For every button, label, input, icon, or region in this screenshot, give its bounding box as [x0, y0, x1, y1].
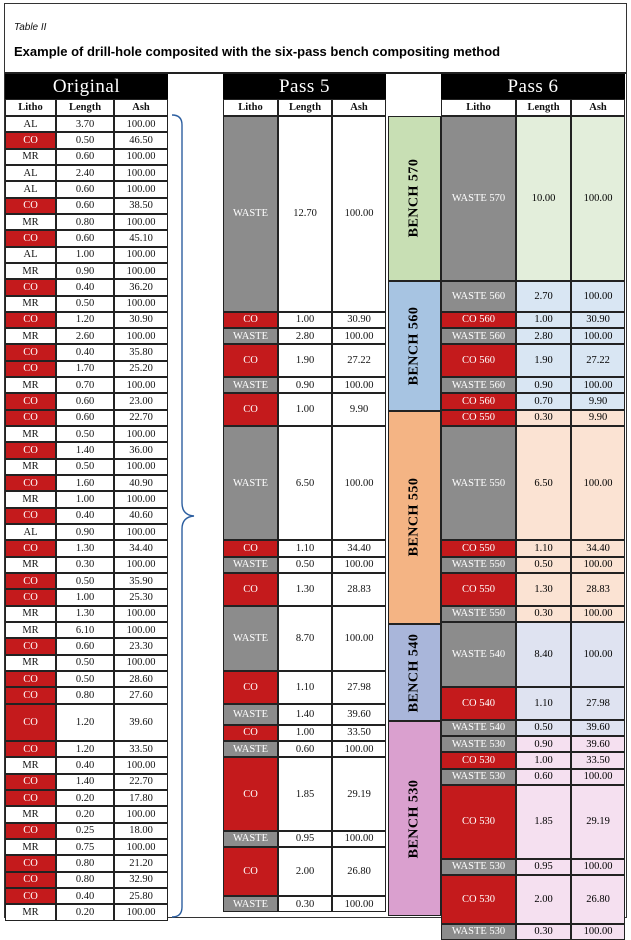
original-ash-cell: 100.00 [114, 181, 168, 197]
pass5-length-cell: 1.00 [278, 725, 332, 741]
pass6-litho-cell: CO 530 [441, 752, 516, 768]
pass5-ash-cell: 100.00 [332, 426, 386, 540]
pass5-ash-cell: 100.00 [332, 328, 386, 344]
original-length-cell: 2.60 [56, 328, 114, 344]
pass5-col-litho: Litho [223, 99, 278, 116]
bench-label: BENCH 550 [406, 478, 422, 557]
original-ash-cell: 32.90 [114, 872, 168, 888]
pass5-length-cell: 6.50 [278, 426, 332, 540]
original-litho-cell: CO [5, 312, 56, 328]
original-ash-cell: 100.00 [114, 622, 168, 638]
original-litho-cell: CO [5, 855, 56, 871]
original-litho-cell: CO [5, 475, 56, 491]
pass5-ash-cell: 100.00 [332, 896, 386, 912]
original-length-cell: 0.90 [56, 524, 114, 540]
pass6-col-length: Length [516, 99, 571, 116]
pass5-ash-cell: 27.98 [332, 671, 386, 704]
pass6-litho-cell: WASTE 540 [441, 720, 516, 736]
bench-label: BENCH 570 [406, 159, 422, 238]
original-length-cell: 1.40 [56, 774, 114, 790]
original-litho-cell: MR [5, 263, 56, 279]
original-litho-cell: CO [5, 687, 56, 703]
original-ash-cell: 33.50 [114, 741, 168, 757]
original-length-cell: 0.60 [56, 198, 114, 214]
pass6-length-cell: 1.30 [516, 573, 571, 606]
pass6-ash-cell: 100.00 [571, 622, 625, 687]
original-length-cell: 1.20 [56, 741, 114, 757]
original-litho-cell: CO [5, 198, 56, 214]
pass5-length-cell: 2.80 [278, 328, 332, 344]
pass5-col-ash: Ash [332, 99, 386, 116]
original-litho-cell: CO [5, 361, 56, 377]
original-ash-cell: 25.30 [114, 589, 168, 605]
original-length-cell: 0.40 [56, 757, 114, 773]
original-ash-cell: 100.00 [114, 377, 168, 393]
original-litho-cell: CO [5, 589, 56, 605]
pass6-ash-cell: 27.98 [571, 687, 625, 720]
pass5-litho-cell: WASTE [223, 116, 278, 312]
pass6-litho-cell: CO 540 [441, 687, 516, 720]
pass6-litho-cell: CO 530 [441, 875, 516, 924]
bench-label: BENCH 540 [406, 633, 422, 712]
original-col-length: Length [56, 99, 114, 116]
pass5-ash-cell: 27.22 [332, 344, 386, 377]
bench-band [388, 411, 441, 623]
original-length-cell: 0.60 [56, 149, 114, 165]
pass6-litho-cell: WASTE 560 [441, 377, 516, 393]
original-ash-cell: 17.80 [114, 790, 168, 806]
pass5-length-cell: 12.70 [278, 116, 332, 312]
pass5-length-cell: 0.95 [278, 831, 332, 847]
original-litho-cell: MR [5, 328, 56, 344]
pass6-length-cell: 0.50 [516, 720, 571, 736]
pass5-litho-cell: CO [223, 671, 278, 704]
original-length-cell: 1.20 [56, 312, 114, 328]
pass6-litho-cell: CO 560 [441, 344, 516, 377]
pass6-length-cell: 1.00 [516, 312, 571, 328]
pass5-col-length: Length [278, 99, 332, 116]
pass6-length-cell: 0.30 [516, 924, 571, 940]
original-ash-cell: 36.20 [114, 279, 168, 295]
original-litho-cell: AL [5, 524, 56, 540]
original-ash-cell: 100.00 [114, 557, 168, 573]
pass6-litho-cell: CO 550 [441, 573, 516, 606]
pass6-ash-cell: 100.00 [571, 116, 625, 281]
original-length-cell: 0.40 [56, 508, 114, 524]
original-length-cell: 0.40 [56, 344, 114, 360]
original-litho-cell: CO [5, 508, 56, 524]
original-litho-cell: AL [5, 247, 56, 263]
pass6-ash-cell: 9.90 [571, 410, 625, 426]
original-ash-cell: 28.60 [114, 671, 168, 687]
pass5-ash-cell: 100.00 [332, 741, 386, 757]
pass5-ash-cell: 30.90 [332, 312, 386, 328]
pass6-ash-cell: 100.00 [571, 328, 625, 344]
pass6-col-litho: Litho [441, 99, 516, 116]
original-litho-cell: CO [5, 741, 56, 757]
original-litho-cell: MR [5, 904, 56, 920]
pass5-litho-cell: WASTE [223, 704, 278, 725]
original-litho-cell: AL [5, 181, 56, 197]
pass6-length-cell: 2.80 [516, 328, 571, 344]
original-ash-cell: 100.00 [114, 806, 168, 822]
pass6-length-cell: 1.10 [516, 687, 571, 720]
pass6-litho-cell: CO 530 [441, 785, 516, 858]
pass5-litho-cell: WASTE [223, 831, 278, 847]
pass5-length-cell: 1.10 [278, 540, 332, 556]
pass6-length-cell: 1.90 [516, 344, 571, 377]
pass5-length-cell: 0.50 [278, 557, 332, 573]
original-header: Original [5, 74, 168, 99]
pass5-ash-cell: 100.00 [332, 831, 386, 847]
original-length-cell: 6.10 [56, 622, 114, 638]
original-ash-cell: 100.00 [114, 263, 168, 279]
pass6-litho-cell: WASTE 530 [441, 769, 516, 785]
original-litho-cell: MR [5, 606, 56, 622]
original-ash-cell: 27.60 [114, 687, 168, 703]
original-litho-cell: CO [5, 540, 56, 556]
original-length-cell: 0.70 [56, 377, 114, 393]
original-litho-cell: MR [5, 839, 56, 855]
pass6-ash-cell: 39.60 [571, 736, 625, 752]
pass6-litho-cell: WASTE 550 [441, 557, 516, 573]
bench-band [388, 116, 441, 281]
pass6-ash-cell: 28.83 [571, 573, 625, 606]
original-ash-cell: 100.00 [114, 328, 168, 344]
pass5-length-cell: 1.10 [278, 671, 332, 704]
original-litho-cell: CO [5, 671, 56, 687]
pass5-litho-cell: WASTE [223, 426, 278, 540]
pass6-length-cell: 0.70 [516, 393, 571, 409]
pass6-ash-cell: 39.60 [571, 720, 625, 736]
pass6-litho-cell: WASTE 560 [441, 281, 516, 312]
pass6-ash-cell: 100.00 [571, 606, 625, 622]
pass6-litho-cell: WASTE 530 [441, 736, 516, 752]
original-length-cell: 0.60 [56, 638, 114, 654]
original-litho-cell: AL [5, 165, 56, 181]
pass6-ash-cell: 34.40 [571, 540, 625, 556]
original-litho-cell: AL [5, 116, 56, 132]
original-ash-cell: 23.00 [114, 393, 168, 409]
pass5-ash-cell: 28.83 [332, 573, 386, 606]
pass5-ash-cell: 39.60 [332, 704, 386, 725]
bench-band [388, 281, 441, 412]
original-ash-cell: 36.00 [114, 442, 168, 458]
pass6-litho-cell: WASTE 530 [441, 924, 516, 940]
original-litho-cell: CO [5, 823, 56, 839]
original-ash-cell: 100.00 [114, 426, 168, 442]
original-litho-cell: MR [5, 214, 56, 230]
bench-label: BENCH 530 [406, 779, 422, 858]
original-length-cell: 0.25 [56, 823, 114, 839]
original-length-cell: 1.40 [56, 442, 114, 458]
original-litho-cell: MR [5, 426, 56, 442]
pass6-litho-cell: WASTE 570 [441, 116, 516, 281]
pass6-litho-cell: WASTE 550 [441, 606, 516, 622]
original-ash-cell: 100.00 [114, 491, 168, 507]
pass5-litho-cell: WASTE [223, 557, 278, 573]
pass5-litho-cell: CO [223, 540, 278, 556]
original-ash-cell: 23.30 [114, 638, 168, 654]
original-length-cell: 0.50 [56, 459, 114, 475]
pass6-ash-cell: 27.22 [571, 344, 625, 377]
pass6-length-cell: 0.60 [516, 769, 571, 785]
pass6-length-cell: 1.10 [516, 540, 571, 556]
original-length-cell: 0.80 [56, 855, 114, 871]
pass6-litho-cell: WASTE 530 [441, 859, 516, 875]
pass5-length-cell: 1.30 [278, 573, 332, 606]
original-length-cell: 0.75 [56, 839, 114, 855]
pass6-litho-cell: WASTE 540 [441, 622, 516, 687]
original-litho-cell: MR [5, 491, 56, 507]
pass6-ash-cell: 100.00 [571, 859, 625, 875]
pass6-ash-cell: 26.80 [571, 875, 625, 924]
pass5-litho-cell: WASTE [223, 741, 278, 757]
original-ash-cell: 38.50 [114, 198, 168, 214]
original-length-cell: 0.30 [56, 557, 114, 573]
original-length-cell: 0.50 [56, 655, 114, 671]
pass5-ash-cell: 9.90 [332, 393, 386, 426]
pass6-ash-cell: 9.90 [571, 393, 625, 409]
pass5-length-cell: 1.00 [278, 393, 332, 426]
original-col-litho: Litho [5, 99, 56, 116]
original-length-cell: 0.80 [56, 214, 114, 230]
pass5-ash-cell: 100.00 [332, 557, 386, 573]
original-ash-cell: 100.00 [114, 524, 168, 540]
pass5-length-cell: 8.70 [278, 606, 332, 671]
original-litho-cell: MR [5, 806, 56, 822]
original-length-cell: 1.20 [56, 704, 114, 742]
pass6-col-ash: Ash [571, 99, 625, 116]
bench-label: BENCH 560 [406, 306, 422, 386]
pass6-ash-cell: 100.00 [571, 377, 625, 393]
pass5-ash-cell: 100.00 [332, 116, 386, 312]
original-litho-cell: CO [5, 888, 56, 904]
original-litho-cell: CO [5, 790, 56, 806]
pass6-length-cell: 2.70 [516, 281, 571, 312]
bench-band [388, 721, 441, 915]
bench-band [388, 624, 441, 722]
original-length-cell: 0.40 [56, 279, 114, 295]
pass6-length-cell: 1.85 [516, 785, 571, 858]
original-length-cell: 2.40 [56, 165, 114, 181]
pass5-ash-cell: 100.00 [332, 377, 386, 393]
pass6-length-cell: 0.50 [516, 557, 571, 573]
original-litho-cell: CO [5, 344, 56, 360]
pass6-litho-cell: CO 560 [441, 312, 516, 328]
original-litho-cell: CO [5, 704, 56, 742]
pass5-length-cell: 0.60 [278, 741, 332, 757]
pass6-ash-cell: 29.19 [571, 785, 625, 858]
pass6-litho-cell: CO 550 [441, 410, 516, 426]
pass6-ash-cell: 100.00 [571, 426, 625, 540]
original-length-cell: 0.80 [56, 872, 114, 888]
original-ash-cell: 100.00 [114, 839, 168, 855]
original-ash-cell: 100.00 [114, 606, 168, 622]
pass5-ash-cell: 100.00 [332, 606, 386, 671]
original-length-cell: 0.50 [56, 573, 114, 589]
original-length-cell: 3.70 [56, 116, 114, 132]
pass5-ash-cell: 29.19 [332, 757, 386, 830]
pass5-ash-cell: 34.40 [332, 540, 386, 556]
original-litho-cell: CO [5, 393, 56, 409]
pass6-length-cell: 2.00 [516, 875, 571, 924]
original-length-cell: 1.30 [56, 606, 114, 622]
pass5-litho-cell: CO [223, 393, 278, 426]
original-ash-cell: 100.00 [114, 214, 168, 230]
pass5-length-cell: 1.00 [278, 312, 332, 328]
pass5-length-cell: 2.00 [278, 847, 332, 896]
original-length-cell: 0.80 [56, 687, 114, 703]
pass6-litho-cell: CO 560 [441, 393, 516, 409]
pass6-ash-cell: 100.00 [571, 924, 625, 940]
pass5-litho-cell: WASTE [223, 328, 278, 344]
pass6-litho-cell: CO 550 [441, 540, 516, 556]
original-litho-cell: MR [5, 149, 56, 165]
pass5-litho-cell: CO [223, 847, 278, 896]
pass5-ash-cell: 33.50 [332, 725, 386, 741]
original-ash-cell: 100.00 [114, 757, 168, 773]
pass5-length-cell: 0.90 [278, 377, 332, 393]
table-caption: Table II [14, 22, 47, 33]
original-ash-cell: 100.00 [114, 904, 168, 920]
original-length-cell: 1.70 [56, 361, 114, 377]
original-length-cell: 0.40 [56, 888, 114, 904]
original-length-cell: 0.20 [56, 790, 114, 806]
original-length-cell: 0.20 [56, 904, 114, 920]
original-ash-cell: 100.00 [114, 116, 168, 132]
original-ash-cell: 35.80 [114, 344, 168, 360]
pass6-ash-cell: 100.00 [571, 281, 625, 312]
original-length-cell: 0.60 [56, 181, 114, 197]
original-length-cell: 0.60 [56, 410, 114, 426]
original-litho-cell: MR [5, 296, 56, 312]
original-litho-cell: CO [5, 872, 56, 888]
original-length-cell: 0.50 [56, 671, 114, 687]
original-ash-cell: 25.80 [114, 888, 168, 904]
original-length-cell: 0.60 [56, 393, 114, 409]
original-litho-cell: MR [5, 622, 56, 638]
original-ash-cell: 100.00 [114, 247, 168, 263]
original-ash-cell: 30.90 [114, 312, 168, 328]
original-ash-cell: 35.90 [114, 573, 168, 589]
pass5-litho-cell: CO [223, 573, 278, 606]
pass5-length-cell: 1.40 [278, 704, 332, 725]
pass6-length-cell: 0.30 [516, 606, 571, 622]
pass6-length-cell: 0.30 [516, 410, 571, 426]
pass6-litho-cell: WASTE 550 [441, 426, 516, 540]
original-litho-cell: CO [5, 774, 56, 790]
pass6-ash-cell: 100.00 [571, 557, 625, 573]
original-ash-cell: 21.20 [114, 855, 168, 871]
original-ash-cell: 100.00 [114, 165, 168, 181]
bracket-icon [170, 113, 196, 919]
original-ash-cell: 22.70 [114, 774, 168, 790]
original-ash-cell: 45.10 [114, 230, 168, 246]
original-ash-cell: 100.00 [114, 459, 168, 475]
original-ash-cell: 40.90 [114, 475, 168, 491]
pass5-litho-cell: WASTE [223, 377, 278, 393]
original-litho-cell: MR [5, 557, 56, 573]
pass6-litho-cell: WASTE 560 [441, 328, 516, 344]
pass6-ash-cell: 33.50 [571, 752, 625, 768]
original-length-cell: 1.60 [56, 475, 114, 491]
original-length-cell: 0.60 [56, 230, 114, 246]
original-ash-cell: 40.60 [114, 508, 168, 524]
pass5-litho-cell: CO [223, 344, 278, 377]
original-length-cell: 0.50 [56, 132, 114, 148]
original-litho-cell: CO [5, 442, 56, 458]
pass5-litho-cell: CO [223, 725, 278, 741]
original-ash-cell: 100.00 [114, 655, 168, 671]
original-length-cell: 0.50 [56, 426, 114, 442]
original-litho-cell: CO [5, 638, 56, 654]
original-ash-cell: 25.20 [114, 361, 168, 377]
original-length-cell: 1.30 [56, 540, 114, 556]
pass6-length-cell: 1.00 [516, 752, 571, 768]
pass6-length-cell: 6.50 [516, 426, 571, 540]
pass6-length-cell: 0.90 [516, 377, 571, 393]
original-ash-cell: 34.40 [114, 540, 168, 556]
original-col-ash: Ash [114, 99, 168, 116]
original-litho-cell: CO [5, 410, 56, 426]
original-litho-cell: CO [5, 230, 56, 246]
table-title: Example of drill-hole composited with the six-pass bench compositing method [14, 44, 501, 59]
pass6-ash-cell: 100.00 [571, 769, 625, 785]
original-ash-cell: 39.60 [114, 704, 168, 742]
original-ash-cell: 100.00 [114, 296, 168, 312]
original-litho-cell: MR [5, 757, 56, 773]
original-length-cell: 0.20 [56, 806, 114, 822]
pass5-litho-cell: CO [223, 757, 278, 830]
pass6-length-cell: 0.90 [516, 736, 571, 752]
original-ash-cell: 46.50 [114, 132, 168, 148]
pass5-length-cell: 1.90 [278, 344, 332, 377]
original-ash-cell: 18.00 [114, 823, 168, 839]
pass6-length-cell: 8.40 [516, 622, 571, 687]
original-litho-cell: MR [5, 459, 56, 475]
original-ash-cell: 22.70 [114, 410, 168, 426]
original-litho-cell: CO [5, 279, 56, 295]
pass5-litho-cell: WASTE [223, 896, 278, 912]
original-litho-cell: MR [5, 377, 56, 393]
pass5-length-cell: 1.85 [278, 757, 332, 830]
original-length-cell: 1.00 [56, 247, 114, 263]
pass5-length-cell: 0.30 [278, 896, 332, 912]
original-length-cell: 0.90 [56, 263, 114, 279]
original-length-cell: 1.00 [56, 491, 114, 507]
original-length-cell: 1.00 [56, 589, 114, 605]
pass5-litho-cell: CO [223, 312, 278, 328]
pass6-length-cell: 10.00 [516, 116, 571, 281]
pass6-length-cell: 0.95 [516, 859, 571, 875]
pass5-ash-cell: 26.80 [332, 847, 386, 896]
original-litho-cell: CO [5, 132, 56, 148]
pass5-header: Pass 5 [223, 74, 386, 99]
pass6-header: Pass 6 [441, 74, 625, 99]
pass6-ash-cell: 30.90 [571, 312, 625, 328]
original-litho-cell: CO [5, 573, 56, 589]
pass5-litho-cell: WASTE [223, 606, 278, 671]
original-litho-cell: MR [5, 655, 56, 671]
original-length-cell: 0.50 [56, 296, 114, 312]
original-ash-cell: 100.00 [114, 149, 168, 165]
